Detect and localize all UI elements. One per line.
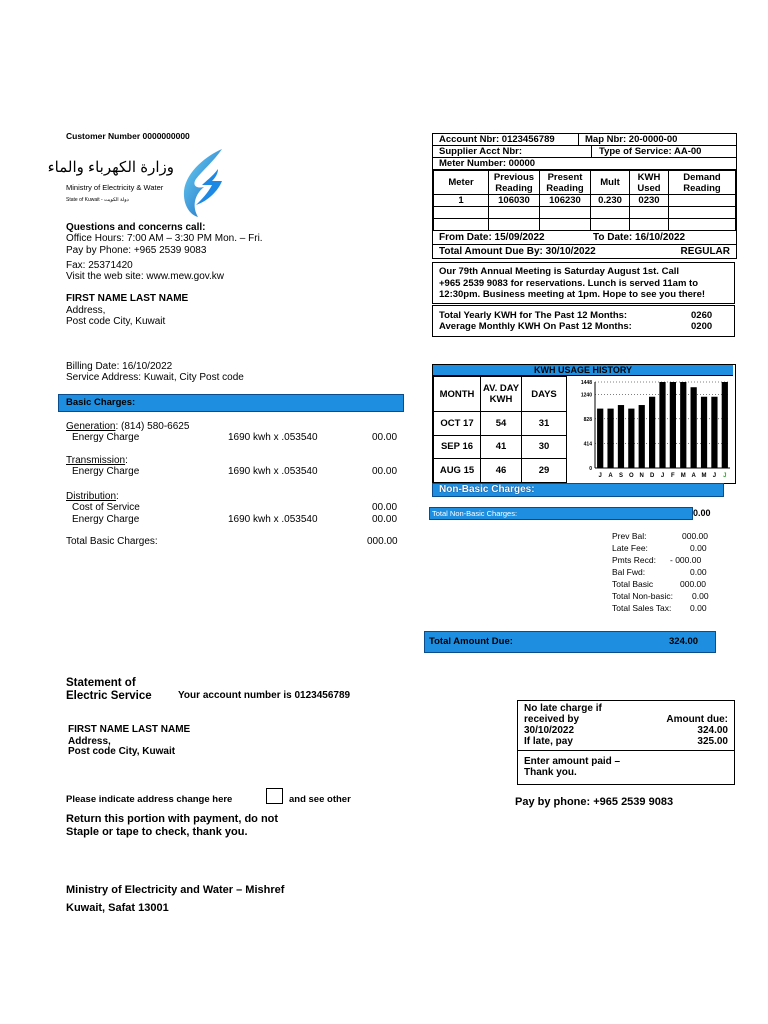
usage-bar bbox=[607, 409, 613, 468]
from-date: From Date: 15/09/2022 bbox=[439, 232, 545, 243]
usage-cell: SEP 16 bbox=[434, 435, 481, 459]
meter-cell: 106230 bbox=[540, 195, 591, 207]
total-amount-due-label: Total Amount Due: bbox=[429, 636, 513, 647]
address-change-checkbox[interactable] bbox=[266, 788, 283, 804]
transmission-label: Transmission bbox=[66, 455, 126, 466]
see-other-text: and see other bbox=[289, 794, 351, 805]
website-link[interactable]: Visit the web site: www.mew.gov.kw bbox=[66, 271, 225, 282]
ministry-arabic-name: وزارة الكهرباء والماء bbox=[47, 159, 174, 176]
usage-header: AV. DAY KWH bbox=[481, 377, 522, 412]
meter-header: Previous Reading bbox=[489, 171, 540, 195]
usage-history-table bbox=[433, 376, 567, 483]
usage-cell: AUG 15 bbox=[434, 459, 481, 483]
customer-city: Post code City, Kuwait bbox=[66, 316, 166, 327]
x-tick-label: D bbox=[649, 473, 655, 479]
meter-header: Demand Reading bbox=[669, 171, 736, 195]
meter-cell: 0.230 bbox=[591, 195, 630, 207]
usage-bar bbox=[691, 387, 697, 468]
generation-label: Generation bbox=[66, 421, 116, 432]
distribution-item: Energy Charge bbox=[72, 514, 140, 525]
generation-phone: : (814) 580-6625 bbox=[115, 421, 190, 432]
summary-label: Total Non-basic: bbox=[612, 591, 673, 601]
usage-header: MONTH bbox=[434, 377, 481, 412]
meter-header: Meter bbox=[434, 171, 489, 195]
x-tick-label: J bbox=[598, 473, 602, 479]
generation-calc: 1690 kwh x .053540 bbox=[228, 432, 318, 443]
ministry-subtitle: State of Kuwait - دولة الكويت bbox=[66, 197, 129, 203]
meter-header-row bbox=[434, 171, 736, 195]
footer-location: Kuwait, Safat 13001 bbox=[66, 902, 169, 914]
customer-number: Customer Number 0000000000 bbox=[66, 131, 190, 141]
usage-cell: 41 bbox=[481, 435, 522, 459]
yearly-kwh-box bbox=[432, 305, 735, 337]
notice-line-1: Our 79th Annual Meeting is Saturday August 1st. Call bbox=[439, 266, 680, 277]
late-charge-box bbox=[517, 700, 735, 785]
usage-header-row bbox=[434, 377, 567, 412]
basic-charges-title: Basic Charges: bbox=[66, 397, 136, 408]
usage-bar bbox=[659, 382, 665, 468]
usage-bar bbox=[618, 405, 624, 468]
total-due-by-row bbox=[433, 245, 736, 258]
service-address: Service Address: Kuwait, City Post code bbox=[66, 372, 244, 383]
map-number: Map Nbr: 20-0000-00 bbox=[585, 134, 678, 145]
footer-ministry: Ministry of Electricity and Water – Mishref bbox=[66, 884, 285, 896]
meter-header: Present Reading bbox=[540, 171, 591, 195]
summary-value: 000.00 bbox=[680, 579, 706, 589]
ministry-logo bbox=[47, 150, 231, 220]
customer-address: Address, bbox=[66, 305, 106, 316]
statement-title-2: Electric Service bbox=[66, 690, 152, 702]
ministry-emblem-icon bbox=[178, 147, 228, 219]
distribution-label: Distribution bbox=[66, 491, 117, 502]
meter-cell bbox=[669, 195, 736, 207]
customer-name: FIRST NAME LAST NAME bbox=[66, 293, 189, 304]
statement-name: FIRST NAME LAST NAME bbox=[68, 724, 191, 735]
nonbasic-total-bar bbox=[429, 507, 693, 520]
usage-bar bbox=[722, 382, 728, 468]
nonbasic-title: Non-Basic Charges: bbox=[439, 484, 535, 495]
usage-cell: 29 bbox=[522, 459, 567, 483]
cost-of-service: Cost of Service bbox=[72, 502, 140, 513]
usage-row bbox=[434, 459, 567, 483]
summary-label: Pmts Recd: bbox=[612, 555, 656, 565]
statement-city: Post code City, Kuwait bbox=[68, 746, 176, 757]
if-late-label: If late, pay bbox=[524, 736, 573, 747]
notice-line-2: +965 2539 9083 for reservations. Lunch is served 11am to bbox=[439, 277, 699, 289]
summary-value: 0.00 bbox=[692, 591, 709, 601]
usage-cell: 54 bbox=[481, 412, 522, 436]
usage-cell: 30 bbox=[522, 435, 567, 459]
x-tick-label: N bbox=[639, 473, 644, 479]
x-tick-label: J bbox=[712, 473, 717, 479]
account-info-box bbox=[432, 133, 737, 259]
account-row bbox=[433, 134, 736, 146]
summary-value: 0.00 bbox=[690, 543, 707, 553]
cost-of-service-amount: 00.00 bbox=[372, 502, 398, 513]
x-tick-label: M bbox=[701, 473, 707, 479]
meter-cell: 106030 bbox=[489, 195, 540, 207]
address-change-text: Please indicate address change here bbox=[66, 794, 233, 805]
total-amount-due-value: 324.00 bbox=[669, 636, 699, 647]
summary-label: Prev Bal: bbox=[612, 531, 647, 541]
supplier-acct: Supplier Acct Nbr: bbox=[439, 146, 523, 157]
ministry-english-name: Ministry of Electricity & Water bbox=[66, 183, 164, 192]
transmission-amount: 00.00 bbox=[372, 466, 398, 477]
meter-number-row bbox=[433, 158, 736, 170]
usage-bar bbox=[680, 382, 686, 468]
summary-label: Bal Fwd: bbox=[612, 567, 646, 577]
x-tick-label: S bbox=[618, 473, 623, 479]
usage-header: DAYS bbox=[522, 377, 567, 412]
total-due-by: Total Amount Due By: 30/10/2022 bbox=[439, 246, 596, 257]
account-number: Account Nbr: 0123456789 bbox=[439, 134, 555, 145]
summary-label: Total Sales Tax: bbox=[612, 603, 672, 613]
nonbasic-total-label: Total Non-Basic Charges: bbox=[432, 509, 518, 518]
meeting-notice bbox=[432, 262, 735, 304]
transmission-colon: : bbox=[125, 455, 128, 466]
summary-value: - 000.00 bbox=[670, 555, 702, 565]
regular-label: REGULAR bbox=[680, 246, 730, 257]
usage-history-panel bbox=[432, 364, 736, 484]
statement-address: Address, bbox=[68, 736, 111, 747]
y-tick-label: 1240 bbox=[580, 392, 592, 399]
usage-bar bbox=[711, 397, 717, 468]
meter-header: KWH Used bbox=[630, 171, 669, 195]
return-instruction-2: Staple or tape to check, thank you. bbox=[66, 826, 248, 838]
meter-cell: 1 bbox=[434, 195, 489, 207]
usage-bar bbox=[701, 397, 707, 468]
late-date: 30/10/2022 bbox=[524, 725, 575, 736]
usage-row bbox=[434, 435, 567, 459]
to-date: To Date: 16/10/2022 bbox=[593, 232, 686, 243]
summary-label: Late Fee: bbox=[612, 543, 648, 553]
usage-row bbox=[434, 412, 567, 436]
meter-number: Meter Number: 00000 bbox=[439, 158, 536, 169]
meter-empty-row bbox=[434, 207, 736, 219]
meter-header: Mult bbox=[591, 171, 630, 195]
office-hours: Office Hours: 7:00 AM – 3:30 PM Mon. – Fri. bbox=[66, 233, 263, 244]
nonbasic-header bbox=[432, 483, 724, 497]
y-tick-label: 828 bbox=[583, 416, 592, 423]
usage-cell: 31 bbox=[522, 412, 567, 436]
meter-empty-row bbox=[434, 219, 736, 231]
basic-charges-header bbox=[58, 394, 404, 412]
fax-number: Fax: 25371420 bbox=[66, 260, 133, 271]
x-tick-label: J bbox=[660, 473, 665, 479]
y-tick-label: 414 bbox=[583, 441, 592, 448]
x-tick-label: A bbox=[691, 473, 696, 479]
late-line-2: received by bbox=[524, 714, 580, 725]
x-tick-label: A bbox=[608, 473, 613, 479]
late-amount-value: 325.00 bbox=[697, 736, 728, 747]
contact-title: Questions and concerns call: bbox=[66, 222, 206, 233]
service-type: Type of Service: AA-00 bbox=[599, 146, 702, 157]
total-basic-label: Total Basic Charges: bbox=[66, 536, 158, 547]
usage-bar bbox=[628, 409, 634, 468]
y-tick-label: 0 bbox=[589, 466, 592, 472]
notice-line-3: 12:30pm. Business meeting at 1pm. Hope to see you there! bbox=[439, 289, 706, 300]
nonbasic-total-value: 0.00 bbox=[693, 508, 711, 518]
x-tick-label: J bbox=[723, 473, 727, 479]
billing-date: Billing Date: 16/10/2022 bbox=[66, 361, 173, 372]
late-line-1: No late charge if bbox=[524, 703, 602, 714]
x-tick-label: M bbox=[680, 473, 686, 479]
yearly-total-label: Total Yearly KWH for The Past 12 Months: bbox=[439, 310, 628, 321]
generation-amount: 00.00 bbox=[372, 432, 398, 443]
usage-bar bbox=[639, 405, 645, 468]
total-basic-amount: 000.00 bbox=[367, 536, 398, 547]
summary-value: 000.00 bbox=[682, 531, 708, 541]
statement-account: Your account number is 0123456789 bbox=[178, 690, 351, 701]
x-tick-label: O bbox=[629, 473, 634, 479]
usage-bar-chart bbox=[567, 376, 734, 482]
y-tick-label: 1448 bbox=[580, 380, 592, 386]
distribution-amount: 00.00 bbox=[372, 514, 398, 525]
total-amount-due-bar bbox=[424, 631, 716, 653]
statement-title-1: Statement of bbox=[66, 677, 136, 689]
usage-cell: 46 bbox=[481, 459, 522, 483]
thank-you: Thank you. bbox=[524, 767, 577, 778]
summary-value: 0.00 bbox=[690, 567, 707, 577]
usage-bar bbox=[597, 409, 603, 468]
enter-amount-paid: Enter amount paid – bbox=[524, 756, 621, 767]
amount-due-value: 324.00 bbox=[697, 725, 728, 736]
return-instruction-1: Return this portion with payment, do not bbox=[66, 813, 279, 825]
usage-history-title: KWH USAGE HISTORY bbox=[433, 365, 733, 376]
monthly-avg-label: Average Monthly KWH On Past 12 Months: bbox=[439, 321, 632, 332]
x-tick-label: F bbox=[671, 473, 675, 479]
meter-data-row bbox=[434, 195, 736, 207]
usage-bar bbox=[670, 382, 676, 468]
pay-by-phone: Pay by Phone: +965 2539 9083 bbox=[66, 245, 207, 256]
summary-label: Total Basic bbox=[612, 579, 654, 589]
summary-value: 0.00 bbox=[690, 603, 707, 613]
date-range-row bbox=[433, 231, 736, 245]
transmission-item: Energy Charge bbox=[72, 466, 140, 477]
supplier-row bbox=[433, 146, 736, 158]
generation-item: Energy Charge bbox=[72, 432, 140, 443]
distribution-colon: : bbox=[116, 491, 119, 502]
yearly-total-value: 0260 bbox=[691, 310, 713, 321]
usage-bar bbox=[649, 397, 655, 468]
pay-by-phone-bottom: Pay by phone: +965 2539 9083 bbox=[515, 796, 674, 808]
transmission-calc: 1690 kwh x .053540 bbox=[228, 466, 318, 477]
meter-cell: 0230 bbox=[630, 195, 669, 207]
distribution-calc: 1690 kwh x .053540 bbox=[228, 514, 318, 525]
usage-cell: OCT 17 bbox=[434, 412, 481, 436]
amount-due-label: Amount due: bbox=[666, 714, 728, 725]
meter-table bbox=[433, 170, 736, 231]
monthly-avg-value: 0200 bbox=[691, 321, 713, 332]
